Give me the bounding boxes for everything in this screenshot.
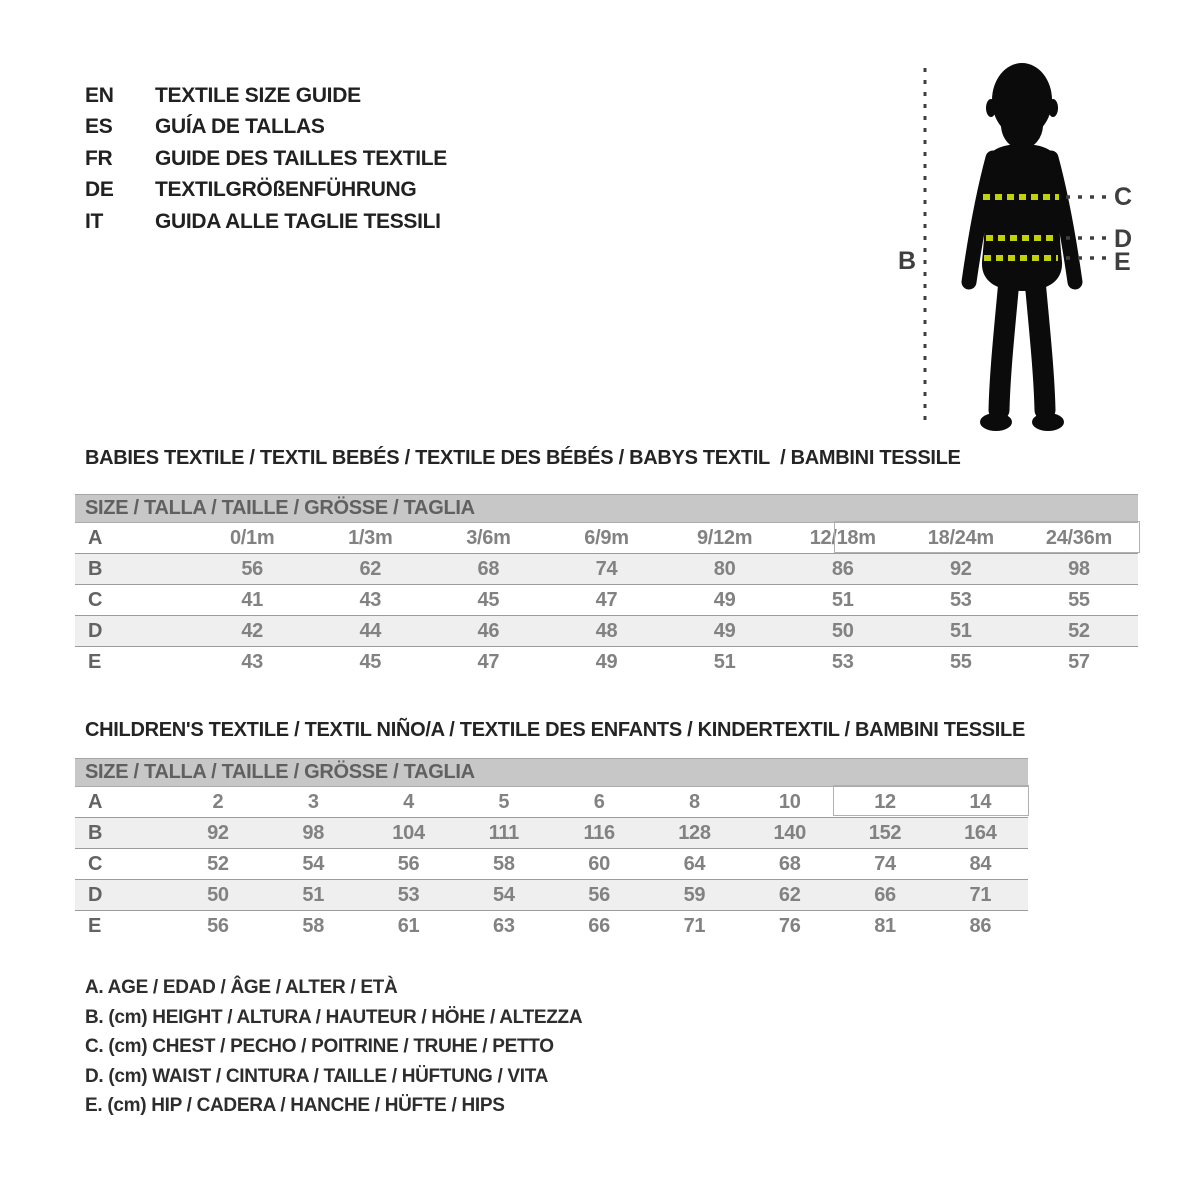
size-cell: 140 — [742, 818, 837, 849]
size-cell: 86 — [969, 914, 992, 937]
size-cell: 48 — [547, 616, 665, 647]
chest-label: C — [1114, 183, 1132, 211]
size-cell: 152 — [837, 818, 932, 849]
legend-line: D. (cm) WAIST / CINTURA / TAILLE / HÜFTUNG / VITA — [85, 1065, 549, 1087]
size-cell: 54 — [302, 852, 325, 875]
row-label: E — [88, 650, 102, 673]
size-cell: 9/12m — [696, 526, 753, 549]
language-row — [85, 206, 447, 237]
language-row — [85, 111, 447, 142]
size-cell: 84 — [969, 852, 992, 875]
size-cell: 50 — [784, 616, 902, 647]
size-cell: 74 — [547, 554, 665, 585]
size-cell: 53 — [949, 588, 972, 611]
size-cell: 62 — [742, 880, 837, 911]
row-label: C — [88, 588, 103, 611]
size-cell: 56 — [551, 880, 646, 911]
row-label: D — [75, 880, 170, 911]
size-cell: 1/3m — [348, 526, 393, 549]
language-title: TEXTILGRÖßENFÜHRUNG — [155, 178, 417, 202]
language-title: GUÍA DE TALLAS — [155, 115, 325, 139]
size-cell: 5 — [498, 790, 510, 813]
language-code: ES — [85, 115, 113, 139]
size-cell: 104 — [361, 818, 456, 849]
size-cell: 45 — [359, 650, 382, 673]
size-cell: 41 — [241, 588, 263, 611]
size-cell: 98 — [266, 818, 361, 849]
hip-label: E — [1114, 248, 1131, 276]
size-cell: 71 — [683, 914, 706, 937]
language-list — [85, 80, 447, 237]
babies-section-title: BABIES TEXTILE / TEXTIL BEBÉS / TEXTILE DES BÉBÉS / BABYS TEXTIL / BAMBINI TESSILE — [85, 447, 961, 469]
child-measurement-diagram — [880, 50, 1170, 440]
size-cell: 81 — [874, 914, 896, 937]
size-cell: 47 — [595, 588, 618, 611]
size-cell: 43 — [241, 650, 263, 673]
size-cell: 62 — [311, 554, 429, 585]
language-row — [85, 143, 447, 174]
size-cell: 2 — [212, 790, 224, 813]
language-title: GUIDE DES TAILLES TEXTILE — [155, 146, 447, 170]
size-cell: 53 — [831, 650, 854, 673]
size-cell: 42 — [193, 616, 311, 647]
size-cell: 52 — [1020, 616, 1138, 647]
size-cell: 55 — [949, 650, 972, 673]
size-cell: 8 — [689, 790, 700, 813]
language-row — [85, 174, 447, 205]
size-cell: 51 — [266, 880, 361, 911]
size-cell: 86 — [784, 554, 902, 585]
size-cell: 6/9m — [584, 526, 629, 549]
size-cell: 56 — [397, 852, 420, 875]
language-code: DE — [85, 178, 114, 202]
measurement-legend — [85, 973, 582, 1121]
size-cell: 44 — [311, 616, 429, 647]
size-cell: 128 — [647, 818, 742, 849]
size-cell: 12 — [874, 790, 896, 813]
height-measure-line — [898, 68, 925, 428]
size-cell: 51 — [902, 616, 1020, 647]
waist-label: D — [1114, 225, 1132, 253]
size-cell: 18/24m — [927, 526, 994, 549]
language-title: TEXTILE SIZE GUIDE — [155, 84, 361, 107]
children-section-title: CHILDREN'S TEXTILE / TEXTIL NIÑO/A / TEXTILE DES ENFANTS / KINDERTEXTIL / BAMBINI TESSILE — [85, 719, 1025, 741]
row-label: B — [75, 818, 170, 849]
children-table-header: SIZE / TALLA / TAILLE / GRÖSSE / TAGLIA — [75, 759, 1028, 787]
babies-selected-size-highlight — [834, 521, 1140, 553]
table-row-c — [75, 849, 1028, 880]
size-cell: 50 — [170, 880, 265, 911]
size-cell: 54 — [456, 880, 551, 911]
child-silhouette — [969, 63, 1075, 431]
size-cell: 6 — [593, 790, 605, 813]
language-title: GUIDA ALLE TAGLIE TESSILI — [155, 209, 441, 233]
language-row — [85, 80, 447, 111]
size-cell: 71 — [933, 880, 1028, 911]
language-code: EN — [85, 84, 114, 107]
height-label: B — [898, 247, 916, 275]
size-cell: 58 — [493, 852, 515, 875]
size-cell: 47 — [477, 650, 500, 673]
size-cell: 116 — [551, 818, 646, 849]
size-cell: 0/1m — [229, 526, 275, 549]
size-cell: 64 — [683, 852, 706, 875]
size-cell: 46 — [429, 616, 547, 647]
size-cell: 60 — [588, 852, 610, 875]
size-cell: 68 — [429, 554, 547, 585]
size-cell: 68 — [778, 852, 801, 875]
size-cell: 55 — [1068, 588, 1090, 611]
size-cell: 63 — [493, 914, 515, 937]
size-cell: 3/6m — [466, 526, 511, 549]
size-cell: 66 — [837, 880, 932, 911]
babies-table-header: SIZE / TALLA / TAILLE / GRÖSSE / TAGLIA — [75, 495, 1138, 523]
size-cell: 12/18m — [809, 526, 876, 549]
size-cell: 49 — [595, 650, 618, 673]
size-cell: 57 — [1068, 650, 1090, 673]
row-label: C — [88, 852, 103, 875]
size-cell: 92 — [902, 554, 1020, 585]
table-row-e — [75, 911, 1028, 942]
table-row-d — [75, 616, 1138, 647]
size-cell: 51 — [831, 588, 854, 611]
language-code: FR — [85, 146, 113, 170]
legend-line: C. (cm) CHEST / PECHO / POITRINE / TRUHE / PETTO — [85, 1036, 554, 1058]
language-code: IT — [85, 209, 104, 233]
size-cell: 59 — [647, 880, 742, 911]
size-cell: 14 — [969, 790, 992, 813]
table-row-e — [75, 647, 1138, 678]
row-label: A — [88, 790, 103, 813]
row-label: A — [88, 526, 103, 549]
size-cell: 49 — [713, 588, 736, 611]
size-cell: 52 — [207, 852, 229, 875]
size-cell: 58 — [302, 914, 325, 937]
size-cell: 53 — [361, 880, 456, 911]
size-cell: 74 — [874, 852, 896, 875]
size-cell: 56 — [207, 914, 229, 937]
table-row-c — [75, 585, 1138, 616]
legend-line: A. AGE / EDAD / ÂGE / ALTER / ETÀ — [85, 977, 398, 998]
size-cell: 43 — [359, 588, 382, 611]
size-cell: 80 — [666, 554, 784, 585]
size-cell: 24/36m — [1045, 526, 1112, 549]
size-cell: 4 — [403, 790, 414, 813]
size-cell: 111 — [456, 818, 551, 849]
children-selected-size-highlight — [833, 785, 1029, 816]
table-row-b — [75, 554, 1138, 585]
row-label: B — [75, 554, 193, 585]
row-label: D — [75, 616, 193, 647]
row-label: E — [88, 914, 102, 937]
legend-line: E. (cm) HIP / CADERA / HANCHE / HÜFTE / HIPS — [85, 1095, 505, 1117]
size-cell: 98 — [1020, 554, 1138, 585]
table-row-d — [75, 880, 1028, 911]
size-cell: 164 — [933, 818, 1028, 849]
size-cell: 3 — [307, 790, 319, 813]
table-row-b — [75, 818, 1028, 849]
size-cell: 61 — [397, 914, 420, 937]
size-cell: 76 — [778, 914, 801, 937]
size-cell: 10 — [778, 790, 801, 813]
size-cell: 51 — [713, 650, 736, 673]
size-cell: 49 — [666, 616, 784, 647]
size-cell: 56 — [193, 554, 311, 585]
legend-line: B. (cm) HEIGHT / ALTURA / HAUTEUR / HÖHE / ALTEZZA — [85, 1006, 583, 1028]
size-cell: 92 — [170, 818, 265, 849]
size-cell: 45 — [477, 588, 500, 611]
size-cell: 66 — [588, 914, 610, 937]
